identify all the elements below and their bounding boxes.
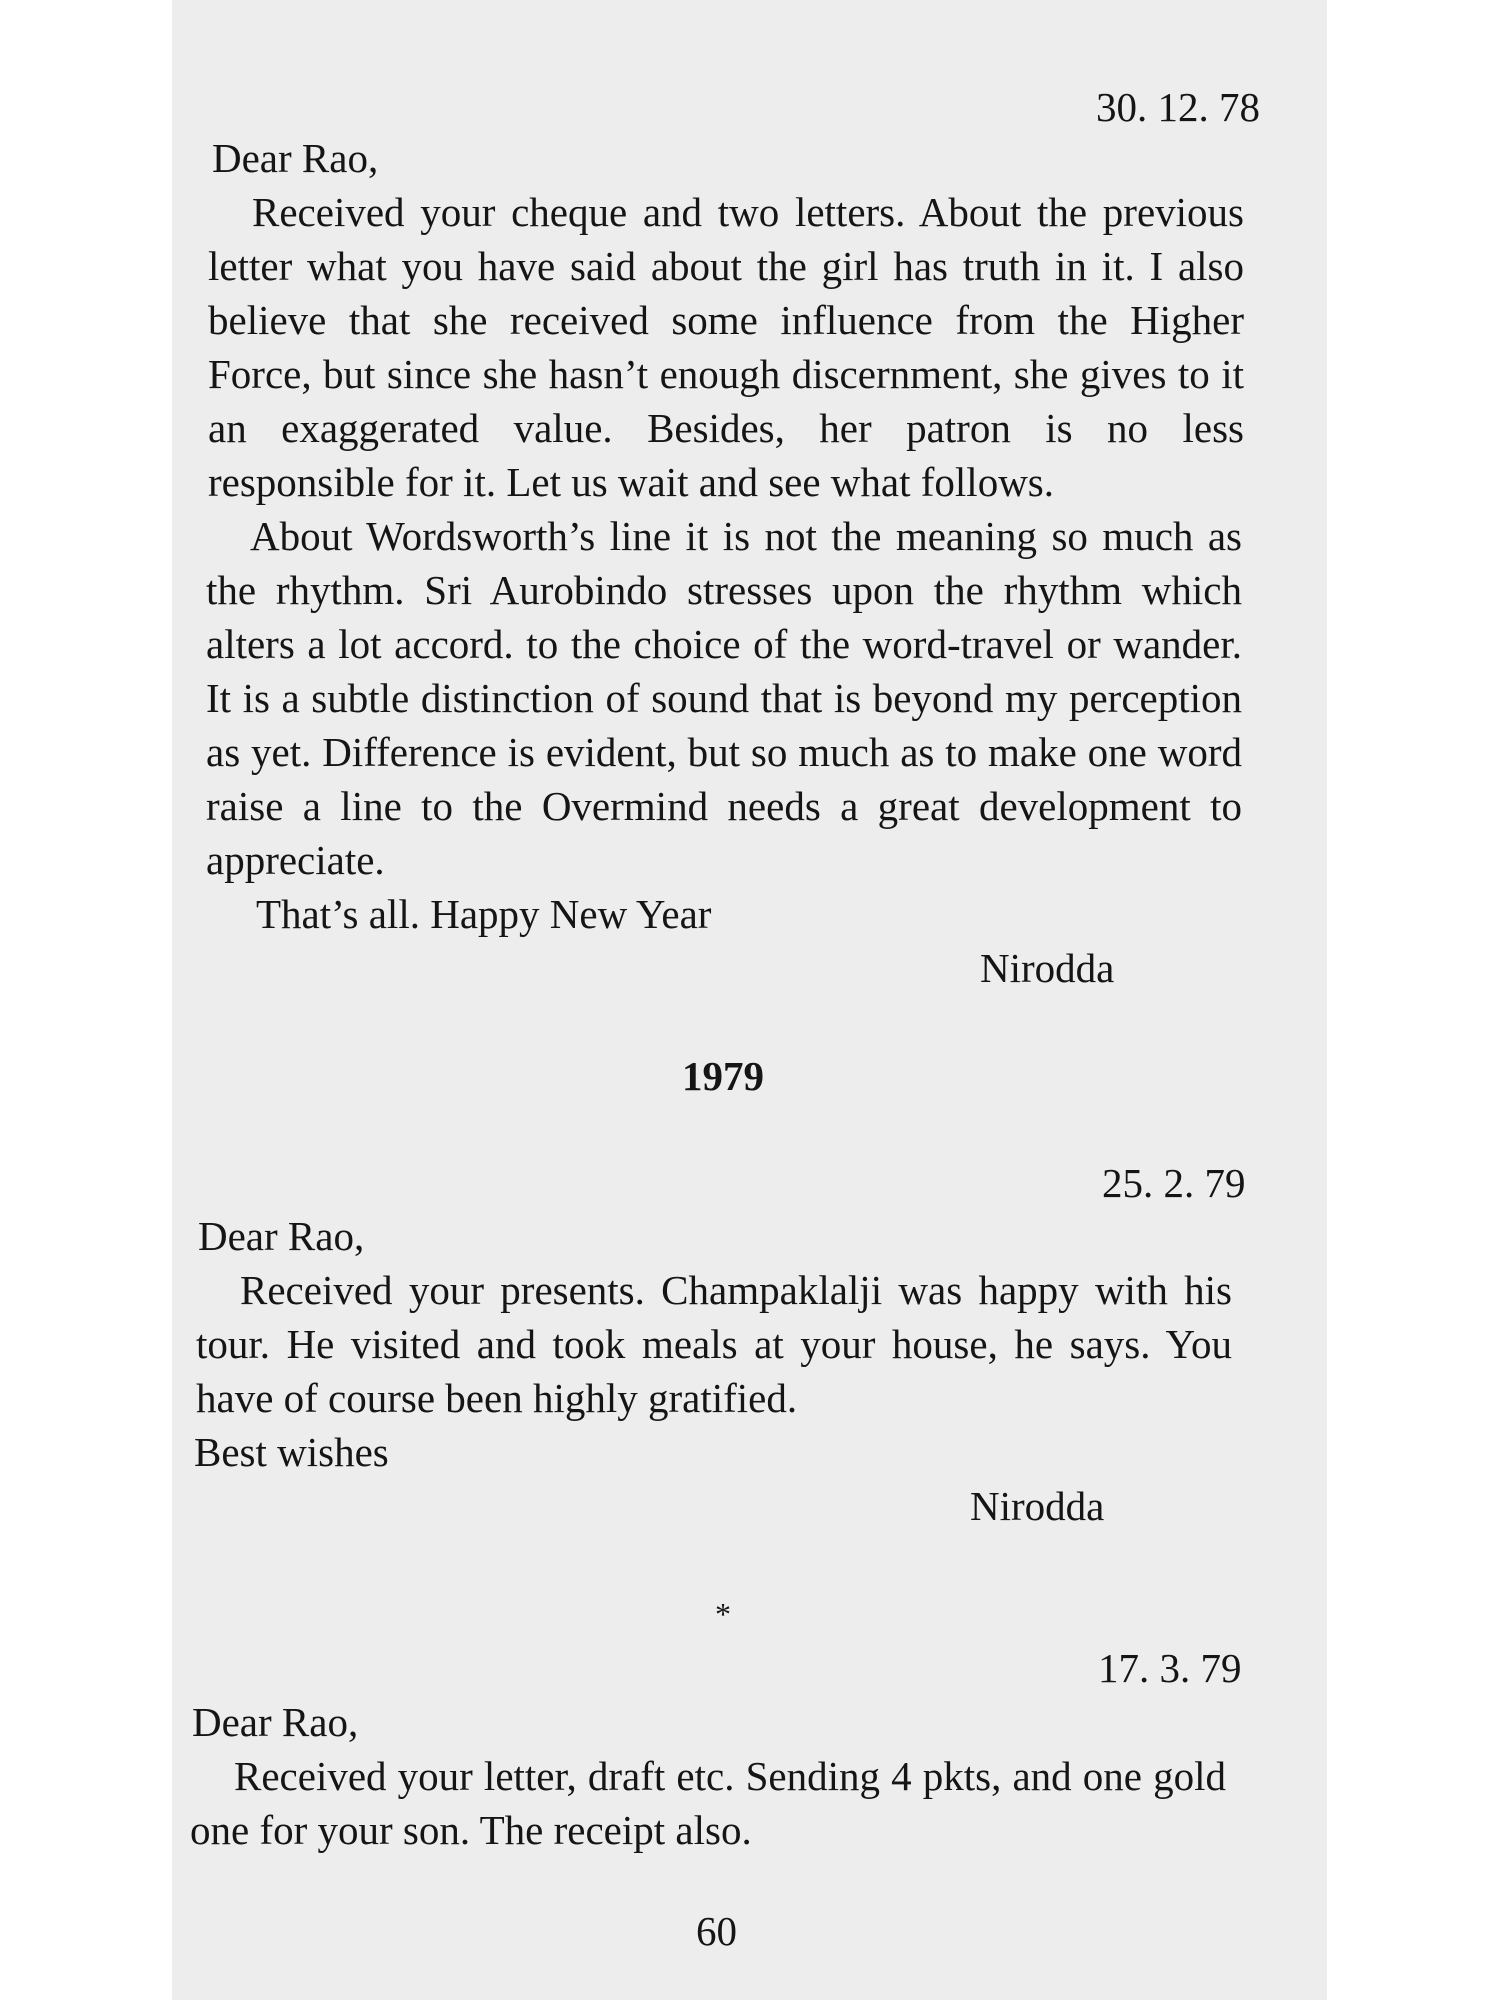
letter-salutation: Dear Rao,: [192, 1699, 359, 1745]
letter-paragraph: Received your letter, draft etc. Sending 4 pkts, and one gold one for your son. The receipt also.: [190, 1753, 1226, 1853]
letter-closing: Best wishes: [194, 1429, 389, 1475]
letter-paragraph: Received your cheque and two letters. About the previous letter what you have said about the girl has truth in it. I also believe that she received some influence from the Higher Force, but since she hasn’t enough discernment, she gives to it an exaggerated value. Besides, her patron is no less responsible for it. Let us wait and see what follows.: [208, 189, 1244, 505]
letter-paragraph: Received your presents. Champaklalji was happy with his tour. He visited and took meals at your house, he says. You have of course been highly gratified.: [196, 1267, 1232, 1421]
page-number: 60: [696, 1908, 737, 1954]
letter-paragraph: About Wordsworth’s line it is not the meaning so much as the rhythm. Sri Aurobindo stresses upon the rhythm which alters a lot accord. to the choice of the word-travel or wander. It is a subtle distinction of sound that is beyond my perception as yet. Difference is evident, but so much as to make one word raise a line to the Overmind needs a great development to appreciate.: [206, 513, 1242, 883]
letter-date: 30. 12. 78: [1096, 84, 1260, 130]
section-separator: *: [715, 1596, 731, 1632]
letter-signature: Nirodda: [980, 945, 1115, 991]
letter-closing: That’s all. Happy New Year: [256, 891, 712, 937]
letter-date: 25. 2. 79: [1102, 1160, 1246, 1206]
letter-salutation: Dear Rao,: [198, 1213, 365, 1259]
letter-salutation: Dear Rao,: [212, 135, 379, 181]
letter-signature: Nirodda: [970, 1483, 1105, 1529]
year-heading: 1979: [682, 1053, 764, 1099]
letter-date: 17. 3. 79: [1098, 1645, 1242, 1691]
book-page: [172, 0, 1327, 2000]
